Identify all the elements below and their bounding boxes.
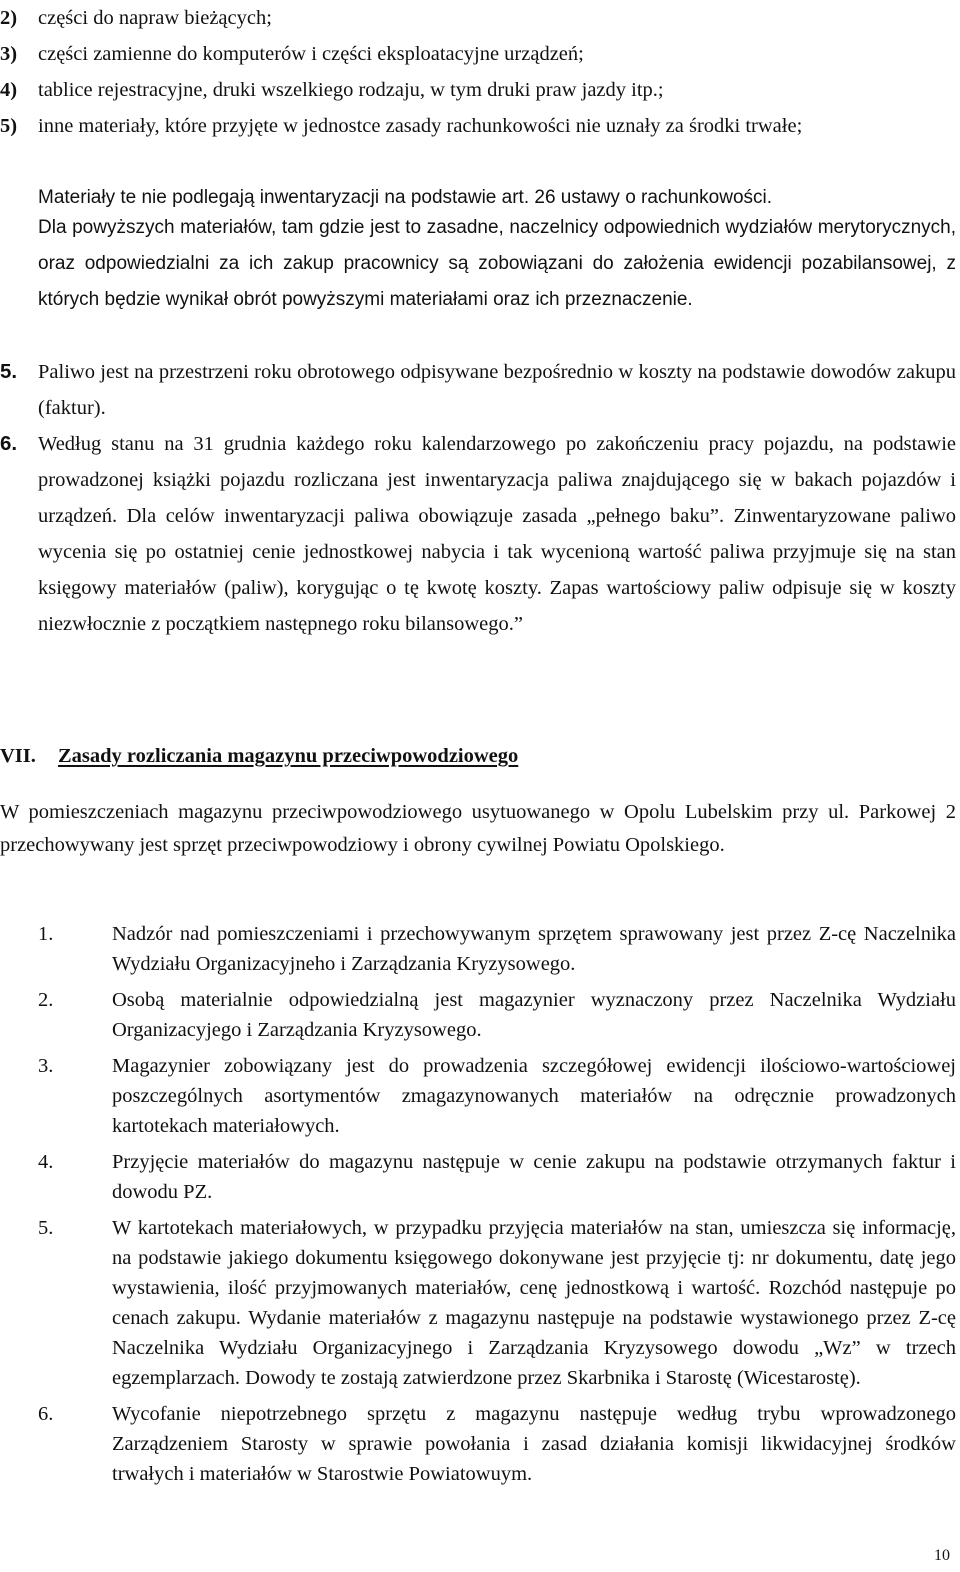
list-number: 4. [38,1151,54,1173]
list-item [0,0,960,36]
list-number: 5. [0,360,18,383]
list-number: 6. [38,1403,54,1425]
list-text: Przyjęcie materiałów do magazynu następuje w cenie zakupu na podstawie otrzymanych faktur i dowodu PZ. [112,1151,956,1203]
list-number: 1. [38,923,54,945]
list-item [0,108,960,144]
list-item [38,1399,956,1489]
warehouse-rules-list [38,919,956,1489]
list-text: Magazynier zobowiązany jest do prowadzenia szczegółowej ewidencji ilościowo-wartościowej poszczególnych asortymentów zmagazynowanych materiałów na odręcznie prowadzonych kartotekach materiałowych. [112,1055,956,1137]
section-intro: W pomieszczeniach magazynu przeciwpowodziowego usytuowanego w Opolu Lubelskim przy ul. Parkowej 2 przechowywany jest sprzęt przeciwpowodziowy i obrony cywilnej Powiatu Opolskiego. [0,801,956,856]
off-balance-records-paragraph: Dla powyższych materiałów, tam gdzie jest to zasadne, naczelnicy odpowiednich wydziałów merytorycznych, oraz odpowiedzialni za ich zakup pracownicy są zobowiązani do założenia ewidencji pozabilansowej, z których będzie wynikał obrót powyższymi materiałami oraz ich przeznaczenie. [38,217,956,310]
list-number: 2) [0,7,18,29]
list-item [0,72,960,108]
list-item [38,985,956,1045]
list-item [38,1147,956,1207]
list-item [38,1051,956,1141]
list-text: części do napraw bieżących; [38,7,272,29]
list-text: inne materiały, które przyjęte w jednostce zasady rachunkowości nie uznały za środki trwałe; [38,115,803,137]
list-text: W kartotekach materiałowych, w przypadku przyjęcia materiałów na stan, umieszcza się informację, na podstawie jakiego dokumentu księgowego dokonywane jest przyjęcie tj: nr dokumentu, datę jego wystawienia, ilość przyjmowanych materiałów, cenę jednostkową i wartość. Rozchód następuje po cenach zakupu. Wydanie materiałów z magazynu następuje na podstawie wystawionego przez Z-cę Naczelnika Wydziału Organizacyjnego i Zarządzania Kryzysowego dowodu „Wz” w trzech egzemplarzach. Dowody te zostają zatwierdzone przez Skarbnika i Starostę (Wicestarostę). [112,1217,956,1389]
list-text: Wycofanie niepotrzebnego sprzętu z magazynu następuje według trybu wprowadzonego Zarządzeniem Starosty w sprawie powołania i zasad działania komisji likwidacyjnej środków trwałych i materiałów w Starostwie Powiatowuym. [112,1403,956,1485]
section-heading [0,738,518,774]
inventory-exemption-paragraph: Materiały te nie podlegają inwentaryzacji na podstawie art. 26 ustawy o rachunkowości. [38,187,773,208]
section-number: VII. [0,745,36,767]
list-number: 4) [0,79,18,101]
list-number: 5) [0,115,18,137]
section-title: Zasady rozliczania magazynu przeciwpowodziowego [58,745,519,767]
material-list [0,0,960,144]
list-text: Według stanu na 31 grudnia każdego roku kalendarzowego po zakończeniu pracy pojazdu, na podstawie prowadzonej książki pojazdu rozliczana jest inwentaryzacja paliwa znajdującego się w bakach pojazdów i urządzeń. Dla celów inwentaryzacji paliwa obowiązuje zasada „pełnego baku”. Zinwentaryzowane paliwo wycenia się po ostatniej cenie jednostkowej nabycia i tak wycenioną wartość paliwa przyjmuje się na stan księgowy materiałów (paliw), korygując o tę kwotę koszty. Zapas wartościowy paliw odpisuje się w koszty niezwłocznie z początkiem następnego roku bilansowego.” [38,433,956,635]
list-item [0,36,960,72]
list-number: 3) [0,43,18,65]
list-text: tablice rejestracyjne, druki wszelkiego rodzaju, w tym druki praw jazdy itp.; [38,79,664,101]
list-number: 2. [38,989,54,1011]
list-number: 6. [0,432,18,455]
list-number: 3. [38,1055,54,1077]
list-text: części zamienne do komputerów i części eksploatacyjne urządzeń; [38,43,584,65]
list-number: 5. [38,1217,54,1239]
list-text: Osobą materialnie odpowiedzialną jest magazynier wyznaczony przez Naczelnika Wydziału Organizacyjego i Zarządzania Kryzysowego. [112,989,956,1041]
list-text: Nadzór nad pomieszczeniami i przechowywanym sprzętem sprawowany jest przez Z-cę Naczelnika Wydziału Organizacyjneho i Zarządzania Kryzysowego. [112,923,956,975]
list-item [38,1213,956,1393]
page-number: 10 [934,1547,950,1564]
list-text: Paliwo jest na przestrzeni roku obrotowego odpisywane bezpośrednio w koszty na podstawie dowodów zakupu (faktur). [38,361,956,419]
fuel-expense-item [0,354,956,426]
list-item [38,919,956,979]
fuel-inventory-item [0,426,956,642]
